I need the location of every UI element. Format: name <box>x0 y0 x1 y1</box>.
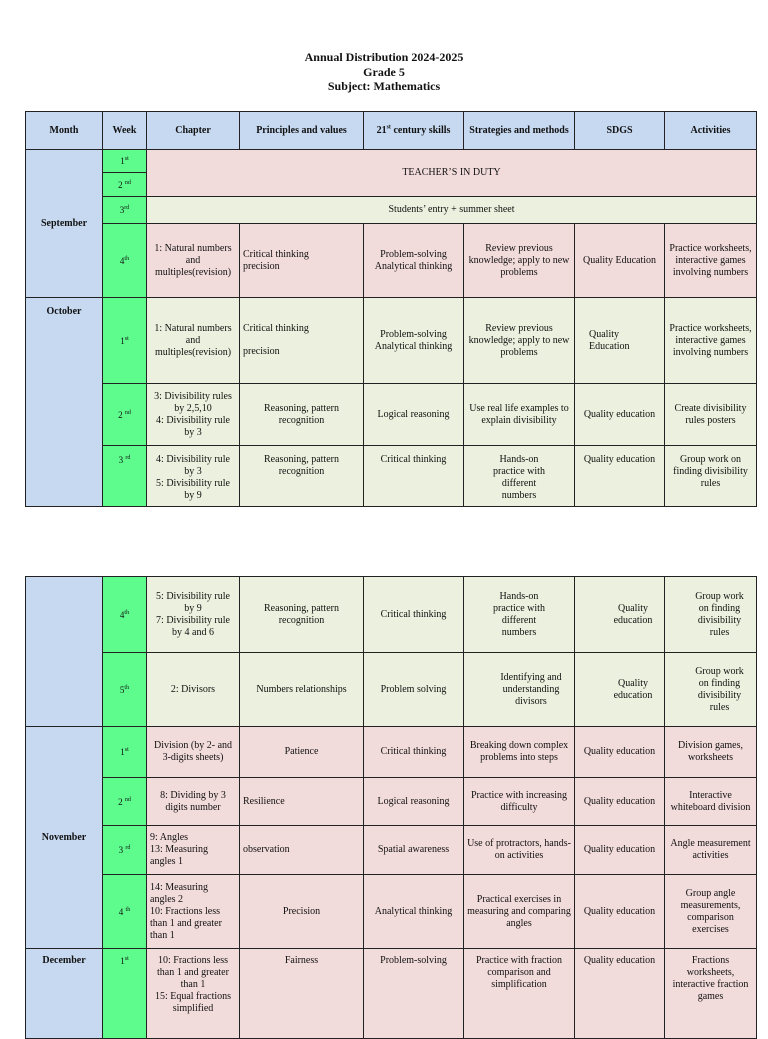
principles-cell: Precision <box>240 875 364 949</box>
week-cell: 1st <box>103 298 147 384</box>
activities-cell: Group work on finding divisibility rules <box>665 577 757 653</box>
sdgs-cell: Quality education <box>575 826 665 875</box>
table-row <box>26 949 757 1039</box>
skills-cell: Critical thinking <box>364 446 464 507</box>
principles-cell: Critical thinking precision <box>240 224 364 298</box>
week-cell: 3 $^{rd}$ <box>103 446 147 507</box>
strategies-cell: Use of protractors, hands-on activities <box>464 826 575 875</box>
week-cell: 3rd <box>103 197 147 224</box>
title-line-1: Annual Distribution 2024-2025 <box>304 50 464 64</box>
week-cell: 1st <box>103 949 147 1039</box>
skills-cell: Logical reasoning <box>364 384 464 446</box>
chapter-cell: 3: Divisibility rules by 2,5,10 4: Divisibility rule by 3 <box>147 384 240 446</box>
chapter-cell: 4: Divisibility rule by 3 5: Divisibility rule by 9 <box>147 446 240 507</box>
activities-cell: Practice worksheets, interactive games involving numbers <box>665 298 757 384</box>
activities-cell: Division games, worksheets <box>665 727 757 778</box>
activities-cell: Angle measurement activities <box>665 826 757 875</box>
col-activities: Activities <box>665 112 757 150</box>
activities-cell: Fractions worksheets, interactive fraction games <box>665 949 757 1039</box>
table-row <box>26 875 757 949</box>
week-cell: 5th <box>103 653 147 727</box>
chapter-cell: 1: Natural numbers and multiples(revision) <box>147 298 240 384</box>
principles-cell: Reasoning, pattern recognition <box>240 577 364 653</box>
sdgs-cell: Quality education <box>575 446 665 507</box>
chapter-cell: Division (by 2- and 3-digits sheets) <box>147 727 240 778</box>
skills-cell: Problem-solving Analytical thinking <box>364 298 464 384</box>
month-october: October <box>26 298 103 507</box>
chapter-cell: 2: Divisors <box>147 653 240 727</box>
sdgs-cell: Quality education <box>575 384 665 446</box>
strategies-cell: Review previous knowledge; apply to new problems <box>464 298 575 384</box>
skills-cell: Logical reasoning <box>364 778 464 826</box>
activities-cell: Group work on finding divisibility rules <box>665 653 757 727</box>
principles-cell: Reasoning, pattern recognition <box>240 446 364 507</box>
week-cell: 4 $^{th}$ <box>103 875 147 949</box>
skills-cell: Analytical thinking <box>364 875 464 949</box>
principles-cell: observation <box>240 826 364 875</box>
month-september: September <box>26 150 103 298</box>
table-row <box>26 150 757 173</box>
chapter-cell: 8: Dividing by 3 digits number <box>147 778 240 826</box>
principles-cell: Resilience <box>240 778 364 826</box>
table-row <box>26 826 757 875</box>
principles-cell: Critical thinking precision <box>240 298 364 384</box>
week-cell: 4th <box>103 224 147 298</box>
strategies-cell: Hands-on practice with different numbers <box>464 446 575 507</box>
table-row <box>26 446 757 507</box>
chapter-cell: 10: Fractions less than 1 and greater than 1 15: Equal fractions simplified <box>147 949 240 1039</box>
principles-cell: Numbers relationships <box>240 653 364 727</box>
skills-cell: Problem-solving <box>364 949 464 1039</box>
col-skills: 21st century skills <box>364 112 464 150</box>
strategies-cell: Identifying and understanding divisors <box>464 653 575 727</box>
chapter-cell: 9: Angles 13: Measuring angles 1 <box>147 826 240 875</box>
strategies-cell: Review previous knowledge; apply to new problems <box>464 224 575 298</box>
week-cell: 1st <box>103 150 147 173</box>
distribution-table-page-1 <box>25 111 757 507</box>
col-month: Month <box>26 112 103 150</box>
table-row <box>26 384 757 446</box>
document-title <box>0 50 768 94</box>
strategies-cell: Breaking down complex problems into steps <box>464 727 575 778</box>
week-cell: 1st <box>103 727 147 778</box>
table-row <box>26 577 757 653</box>
month-october-continued <box>26 577 103 727</box>
activities-cell: Practice worksheets, interactive games involving numbers <box>665 224 757 298</box>
week-cell: 2 $^{nd}$ <box>103 384 147 446</box>
col-chapter: Chapter <box>147 112 240 150</box>
month-december: December <box>26 949 103 1039</box>
strategies-cell: Use real life examples to explain divisibility <box>464 384 575 446</box>
sdgs-cell: Quality education <box>575 778 665 826</box>
principles-cell: Reasoning, pattern recognition <box>240 384 364 446</box>
sdgs-cell: Quality education <box>575 577 665 653</box>
month-november: November <box>26 727 103 949</box>
chapter-cell: 14: Measuring angles 2 10: Fractions less than 1 and greater than 1 <box>147 875 240 949</box>
sdgs-cell: Quality education <box>575 949 665 1039</box>
skills-cell: Critical thinking <box>364 577 464 653</box>
strategies-cell: Practice with increasing difficulty <box>464 778 575 826</box>
sdgs-cell: Quality Education <box>575 224 665 298</box>
skills-cell: Spatial awareness <box>364 826 464 875</box>
col-principles: Principles and values <box>240 112 364 150</box>
table-row <box>26 224 757 298</box>
students-entry-cell: Students’ entry + summer sheet <box>147 197 757 224</box>
activities-cell: Create divisibility rules posters <box>665 384 757 446</box>
table-row <box>26 197 757 224</box>
strategies-cell: Hands-on practice with different numbers <box>464 577 575 653</box>
table-row <box>26 778 757 826</box>
skills-cell: Problem solving <box>364 653 464 727</box>
title-line-3: Subject: Mathematics <box>327 79 441 93</box>
skills-cell: Critical thinking <box>364 727 464 778</box>
activities-cell: Group angle measurements, comparison exercises <box>665 875 757 949</box>
week-cell: 3 $^{rd}$ <box>103 826 147 875</box>
week-cell: 2 $^{nd}$ <box>103 173 147 197</box>
activities-cell: Group work on finding divisibility rules <box>665 446 757 507</box>
table-row <box>26 727 757 778</box>
sdgs-cell: Quality education <box>575 653 665 727</box>
distribution-table-page-2 <box>25 576 757 1039</box>
sdgs-cell: Quality education <box>575 727 665 778</box>
skills-cell: Problem-solving Analytical thinking <box>364 224 464 298</box>
header-row <box>26 112 757 150</box>
teachers-duty-cell: TEACHER’S IN DUTY <box>147 150 757 197</box>
chapter-cell: 5: Divisibility rule by 9 7: Divisibility rule by 4 and 6 <box>147 577 240 653</box>
col-week: Week <box>103 112 147 150</box>
strategies-cell: Practical exercises in measuring and comparing angles <box>464 875 575 949</box>
col-sdgs: SDGS <box>575 112 665 150</box>
week-cell: 2 $^{nd}$ <box>103 778 147 826</box>
principles-cell: Fairness <box>240 949 364 1039</box>
activities-cell: Interactive whiteboard division <box>665 778 757 826</box>
strategies-cell: Practice with fraction comparison and simplification <box>464 949 575 1039</box>
sdgs-cell: Quality Education <box>575 298 665 384</box>
week-cell: 4th <box>103 577 147 653</box>
table-row <box>26 298 757 384</box>
col-strategies: Strategies and methods <box>464 112 575 150</box>
title-line-2: Grade 5 <box>363 64 405 79</box>
chapter-cell: 1: Natural numbers and multiples(revision) <box>147 224 240 298</box>
table-row <box>26 653 757 727</box>
sdgs-cell: Quality education <box>575 875 665 949</box>
principles-cell: Patience <box>240 727 364 778</box>
